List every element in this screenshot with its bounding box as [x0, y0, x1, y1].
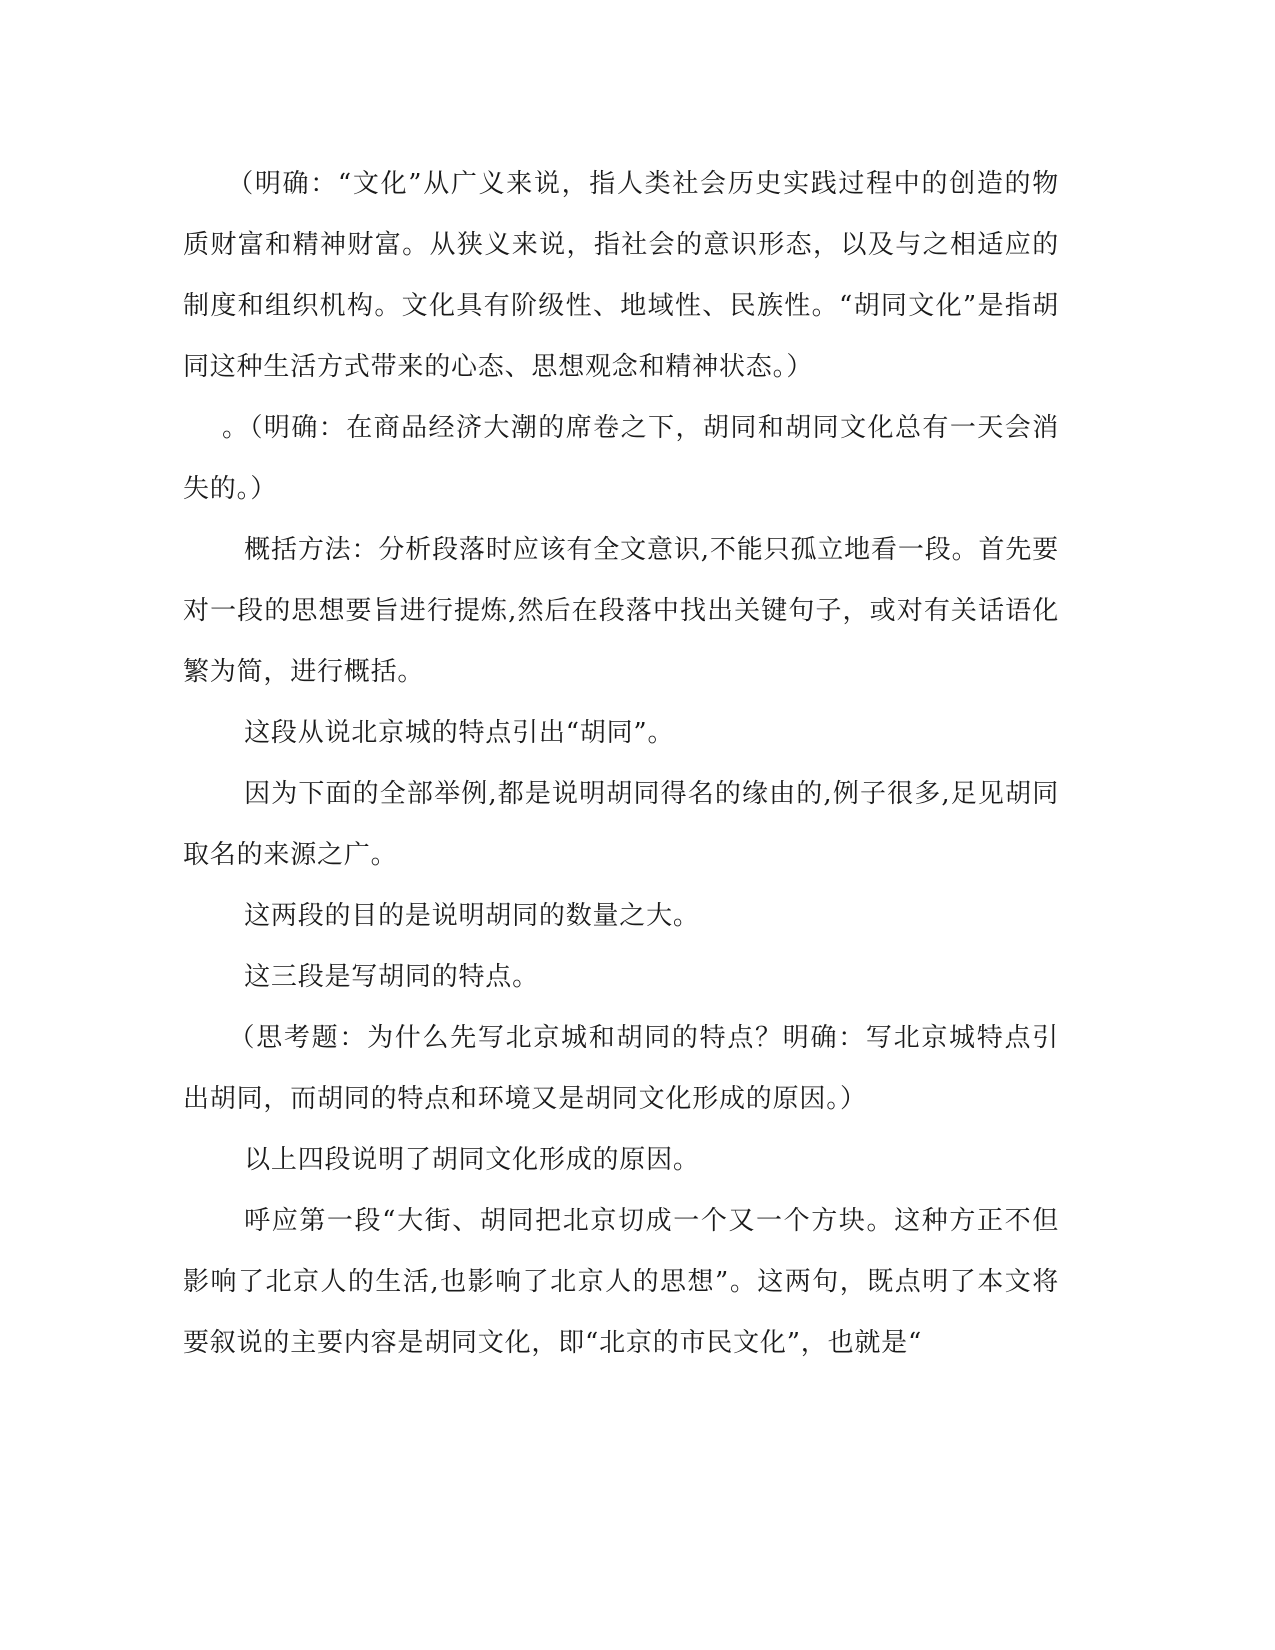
paragraph-hutong-disappear: 。（明确：在商品经济大潮的席卷之下，胡同和胡同文化总有一天会消失的。）: [183, 413, 1059, 504]
document-page: [183, 154, 1059, 1374]
paragraph-hutong-naming: 因为下面的全部举例,都是说明胡同得名的缘由的,例子很多,足见胡同取名的来源之广。: [183, 779, 1059, 870]
paragraph-hutong-quantity: 这两段的目的是说明胡同的数量之大。: [244, 901, 700, 931]
paragraph-thinking-question: （思考题：为什么先写北京城和胡同的特点？明确：写北京城特点引出胡同，而胡同的特点和环境又是胡同文化形成的原因。）: [183, 1023, 1059, 1114]
paragraph-culture-origin: 以上四段说明了胡同文化形成的原因。: [244, 1145, 700, 1175]
paragraph-summary-method: 概括方法：分析段落时应该有全文意识,不能只孤立地看一段。首先要对一段的思想要旨进行提炼,然后在段落中找出关键句子，或对有关话语化繁为简，进行概括。: [183, 535, 1059, 687]
paragraph-definition-of-culture: （明确：“文化”从广义来说，指人类社会历史实践过程中的创造的物质财富和精神财富。从狭义来说，指社会的意识形态，以及与之相适应的制度和组织机构。文化具有阶级性、地域性、民族性。“胡同文化”是指胡同这种生活方式带来的心态、思想观念和精神状态。）: [183, 169, 1059, 382]
paragraph-beijing-features: 这段从说北京城的特点引出“胡同”。: [244, 718, 675, 748]
paragraph-hutong-characteristics: 这三段是写胡同的特点。: [244, 962, 539, 992]
paragraph-echo-first-section: 呼应第一段“大街、胡同把北京切成一个又一个方块。这种方正不但影响了北京人的生活,也影响了北京人的思想”。这两句，既点明了本文将要叙说的主要内容是胡同文化，即“北京的市民文化”，也就是“: [183, 1206, 1059, 1358]
